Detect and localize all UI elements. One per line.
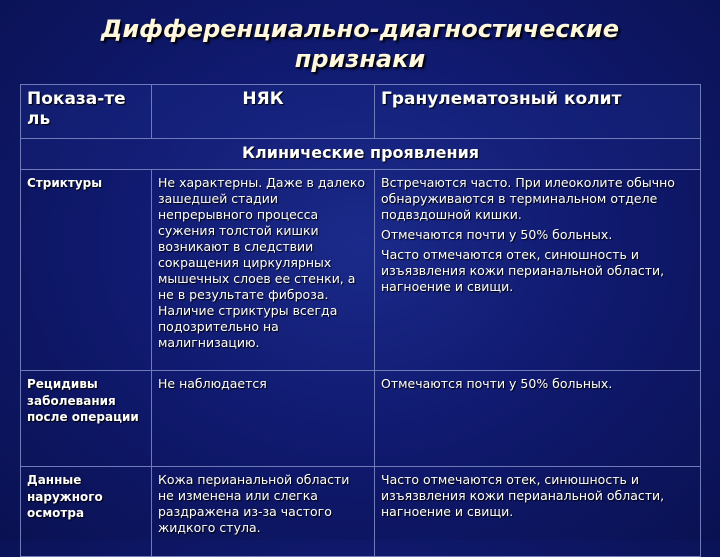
cell-nyak-relapse: Не наблюдается — [152, 371, 375, 467]
section-clinical-manifestations: Клинические проявления — [21, 139, 701, 170]
cell-paragraph: Часто отмечаются отек, синюшность и изъязвления кожи перианальной области, нагноение и свищи. — [381, 472, 665, 519]
cell-paragraph: Отмечаются почти у 50% больных. — [381, 376, 613, 391]
slide-title-line-1: Дифференциально-диагностические — [100, 15, 620, 43]
cell-granulomatous-relapse — [375, 371, 701, 467]
header-indicator: Показа-те ль — [21, 85, 152, 139]
header-nyak: НЯК — [152, 85, 375, 139]
row-label-external-exam: Данные наружного осмотра — [21, 467, 152, 557]
table-row — [21, 467, 701, 557]
table-header-row — [21, 85, 701, 139]
slide-title — [0, 14, 720, 74]
table-row — [21, 371, 701, 467]
slide-title-line-2: признаки — [294, 45, 426, 73]
cell-nyak-strictures: Не характерны. Даже в далеко зашедшей стадии непрерывного процесса сужения толстой кишки возникают в следствии сокращения циркулярных мышечных слоев ее стенки, а не в результате фиброза. Наличие стриктуры всегда подозрительно на малигнизацию. — [152, 170, 375, 371]
cell-nyak-external-exam: Кожа перианальной области не изменена или слегка раздражена из-за частого жидкого стула. — [152, 467, 375, 557]
table-section-row — [21, 139, 701, 170]
cell-granulomatous-external-exam — [375, 467, 701, 557]
row-label-relapse: Рецидивы заболевания после операции — [21, 371, 152, 467]
cell-paragraph: Встречаются часто. При илеоколите обычно обнаруживаются в терминальном отделе подвздошной кишки. — [381, 175, 675, 222]
comparison-table-container — [20, 84, 700, 554]
row-label-strictures: Стриктуры — [21, 170, 152, 371]
comparison-table — [20, 84, 701, 557]
header-granulomatous-colitis: Гранулематозный колит — [375, 85, 701, 139]
table-row — [21, 170, 701, 371]
cell-paragraph: Часто отмечаются отек, синюшность и изъязвления кожи перианальной области, нагноение и свищи. — [381, 247, 665, 294]
cell-paragraph: Отмечаются почти у 50% больных. — [381, 227, 613, 242]
cell-granulomatous-strictures — [375, 170, 701, 371]
